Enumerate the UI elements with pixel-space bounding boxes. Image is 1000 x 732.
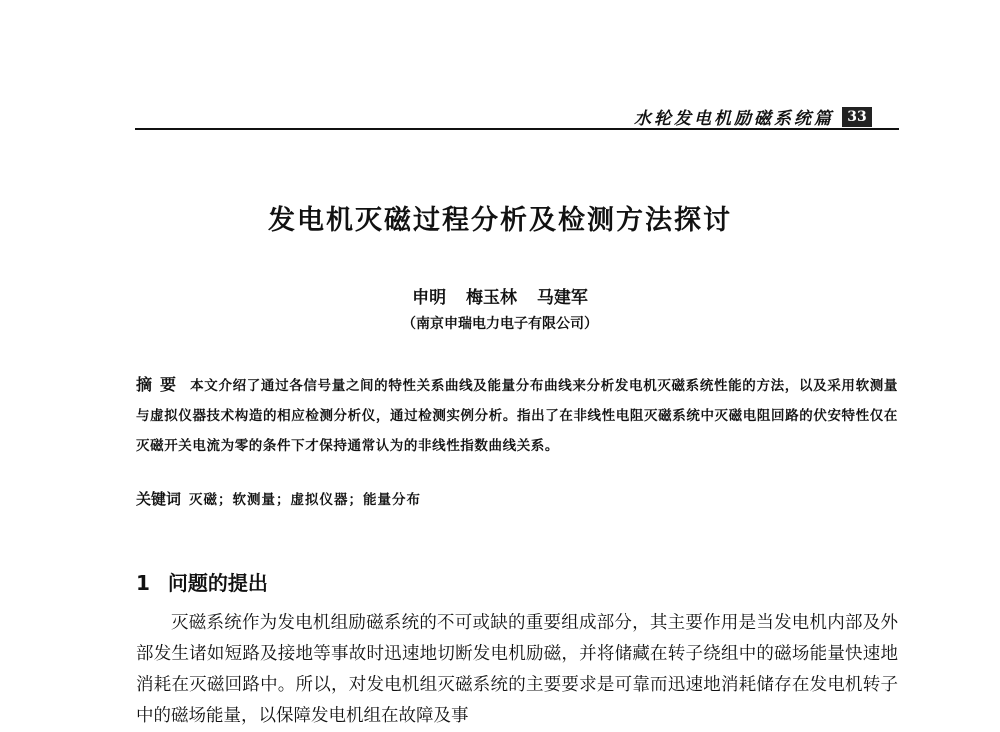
abstract-label: 摘要 [136,375,185,394]
keywords [136,488,898,509]
page-number-badge: 33 [842,107,872,127]
article-affiliation: （南京申瑞电力电子有限公司） [402,316,598,332]
abstract [136,370,898,461]
article-authors: 申明 梅玉林 马建军 [412,288,588,308]
running-header [634,104,872,129]
body-paragraph: 灭磁系统作为发电机组励磁系统的不可或缺的重要组成部分，其主要作用是当发电机内部及外部发生诸如短路及接地等事故时迅速地切断发电机励磁，并将储藏在转子绕组中的磁场能量快速地消耗在灭磁回路中。所以，对发电机组灭磁系统的主要要求是可靠而迅速地消耗储存在发电机转子中的磁场能量，以保障发电机组在故障及事 [136,613,898,726]
header-rule [135,128,899,130]
abstract-text: 本文介绍了通过各信号量之间的特性关系曲线及能量分布曲线来分析发电机灭磁系统性能的方法，以及采用软测量与虚拟仪器技术构造的相应检测分析仪，通过检测实例分析。指出了在非线性电阻灭磁系统中灭磁电阻回路的伏安特性仅在灭磁开关电流为零的条件下才保持通常认为的非线性指数曲线关系。 [136,378,898,454]
keywords-text: 灭磁；软测量；虚拟仪器；能量分布 [189,492,422,508]
article-title: 发电机灭磁过程分析及检测方法探讨 [268,205,732,236]
section-heading [136,567,268,596]
running-header-title: 水轮发电机励磁系统篇 [634,109,834,129]
section-number: 1 [136,571,150,595]
section-title: 问题的提出 [167,571,268,595]
keywords-label: 关键词 [136,490,182,508]
section-body [136,608,898,732]
